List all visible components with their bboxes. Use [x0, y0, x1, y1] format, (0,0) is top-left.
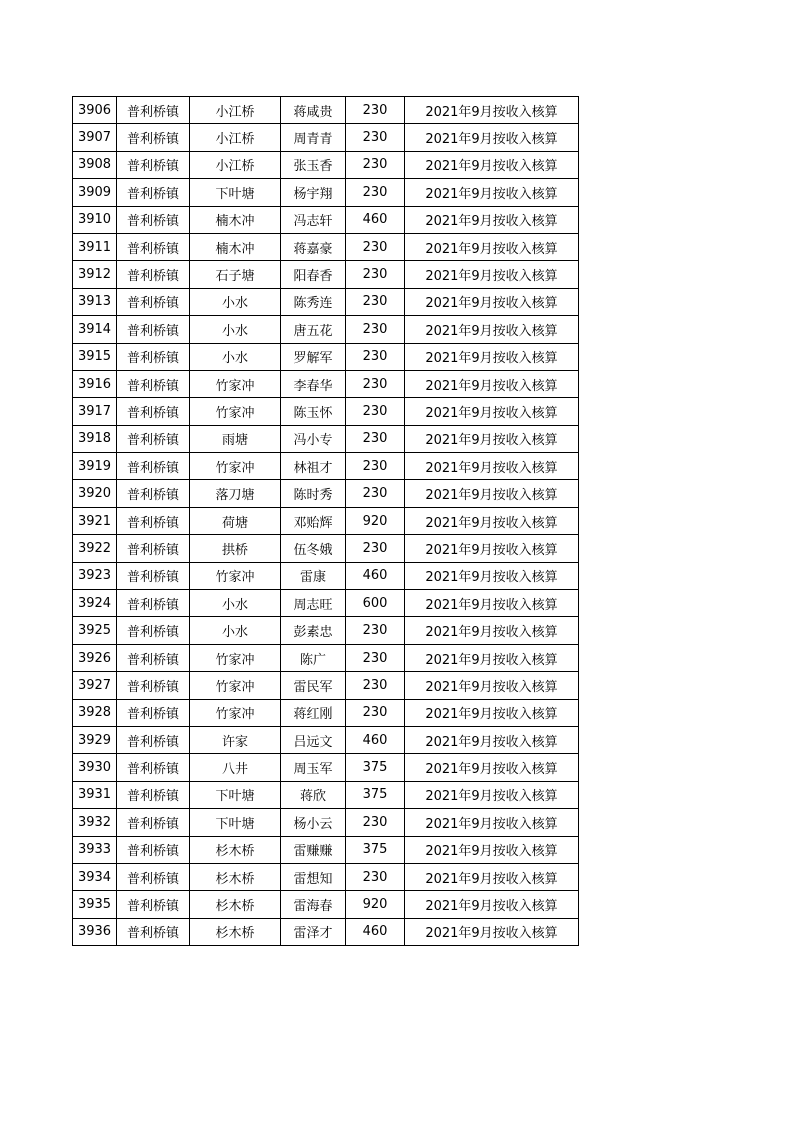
note-cell: 2021年9月按收入核算 — [405, 918, 579, 945]
village-cell: 竹家冲 — [190, 370, 281, 397]
table-row — [73, 754, 579, 781]
table-row — [73, 644, 579, 671]
amount-cell: 920 — [346, 507, 405, 534]
amount-cell: 230 — [346, 672, 405, 699]
note-cell: 2021年9月按收入核算 — [405, 124, 579, 151]
town-cell: 普利桥镇 — [117, 754, 190, 781]
note-cell: 2021年9月按收入核算 — [405, 453, 579, 480]
amount-cell: 920 — [346, 891, 405, 918]
village-cell: 楠木冲 — [190, 233, 281, 260]
village-cell: 竹家冲 — [190, 699, 281, 726]
table-row — [73, 206, 579, 233]
person-name-cell: 周青青 — [281, 124, 346, 151]
town-cell: 普利桥镇 — [117, 781, 190, 808]
note-cell: 2021年9月按收入核算 — [405, 726, 579, 753]
person-name-cell: 冯志轩 — [281, 206, 346, 233]
table-row — [73, 918, 579, 945]
record-id-cell: 3908 — [73, 151, 117, 178]
note-cell: 2021年9月按收入核算 — [405, 97, 579, 124]
amount-cell: 230 — [346, 261, 405, 288]
town-cell: 普利桥镇 — [117, 672, 190, 699]
table-row — [73, 836, 579, 863]
village-cell: 竹家冲 — [190, 672, 281, 699]
person-name-cell: 唐五花 — [281, 316, 346, 343]
amount-cell: 460 — [346, 918, 405, 945]
person-name-cell: 杨小云 — [281, 809, 346, 836]
roster-table — [72, 96, 579, 946]
note-cell: 2021年9月按收入核算 — [405, 781, 579, 808]
table-row — [73, 507, 579, 534]
note-cell: 2021年9月按收入核算 — [405, 891, 579, 918]
record-id-cell: 3932 — [73, 809, 117, 836]
town-cell: 普利桥镇 — [117, 233, 190, 260]
note-cell: 2021年9月按收入核算 — [405, 836, 579, 863]
town-cell: 普利桥镇 — [117, 699, 190, 726]
table-row — [73, 590, 579, 617]
table-row — [73, 288, 579, 315]
note-cell: 2021年9月按收入核算 — [405, 617, 579, 644]
note-cell: 2021年9月按收入核算 — [405, 535, 579, 562]
town-cell: 普利桥镇 — [117, 480, 190, 507]
record-id-cell: 3906 — [73, 97, 117, 124]
record-id-cell: 3918 — [73, 425, 117, 452]
village-cell: 小江桥 — [190, 151, 281, 178]
person-name-cell: 李春华 — [281, 370, 346, 397]
note-cell: 2021年9月按收入核算 — [405, 699, 579, 726]
person-name-cell: 雷康 — [281, 562, 346, 589]
person-name-cell: 雷想知 — [281, 863, 346, 890]
record-id-cell: 3934 — [73, 863, 117, 890]
person-name-cell: 蒋欣 — [281, 781, 346, 808]
table-row — [73, 480, 579, 507]
note-cell: 2021年9月按收入核算 — [405, 672, 579, 699]
town-cell: 普利桥镇 — [117, 918, 190, 945]
amount-cell: 460 — [346, 206, 405, 233]
person-name-cell: 陈秀连 — [281, 288, 346, 315]
table-row — [73, 124, 579, 151]
village-cell: 八井 — [190, 754, 281, 781]
note-cell: 2021年9月按收入核算 — [405, 206, 579, 233]
person-name-cell: 雷海春 — [281, 891, 346, 918]
village-cell: 杉木桥 — [190, 918, 281, 945]
town-cell: 普利桥镇 — [117, 288, 190, 315]
note-cell: 2021年9月按收入核算 — [405, 151, 579, 178]
village-cell: 杉木桥 — [190, 891, 281, 918]
amount-cell: 230 — [346, 97, 405, 124]
table-row — [73, 863, 579, 890]
person-name-cell: 周玉军 — [281, 754, 346, 781]
table-row — [73, 97, 579, 124]
amount-cell: 230 — [346, 863, 405, 890]
person-name-cell: 雷泽才 — [281, 918, 346, 945]
table-row — [73, 398, 579, 425]
village-cell: 荷塘 — [190, 507, 281, 534]
town-cell: 普利桥镇 — [117, 726, 190, 753]
amount-cell: 230 — [346, 288, 405, 315]
record-id-cell: 3935 — [73, 891, 117, 918]
record-id-cell: 3913 — [73, 288, 117, 315]
village-cell: 落刀塘 — [190, 480, 281, 507]
village-cell: 石子塘 — [190, 261, 281, 288]
town-cell: 普利桥镇 — [117, 425, 190, 452]
table-row — [73, 425, 579, 452]
note-cell: 2021年9月按收入核算 — [405, 288, 579, 315]
record-id-cell: 3922 — [73, 535, 117, 562]
village-cell: 小水 — [190, 617, 281, 644]
town-cell: 普利桥镇 — [117, 179, 190, 206]
amount-cell: 230 — [346, 699, 405, 726]
record-id-cell: 3921 — [73, 507, 117, 534]
village-cell: 许家 — [190, 726, 281, 753]
village-cell: 小水 — [190, 343, 281, 370]
note-cell: 2021年9月按收入核算 — [405, 425, 579, 452]
village-cell: 拱桥 — [190, 535, 281, 562]
person-name-cell: 雷民军 — [281, 672, 346, 699]
village-cell: 竹家冲 — [190, 562, 281, 589]
village-cell: 小水 — [190, 288, 281, 315]
amount-cell: 230 — [346, 233, 405, 260]
amount-cell: 230 — [346, 370, 405, 397]
roster-table-body — [73, 97, 579, 946]
note-cell: 2021年9月按收入核算 — [405, 562, 579, 589]
town-cell: 普利桥镇 — [117, 590, 190, 617]
amount-cell: 230 — [346, 480, 405, 507]
record-id-cell: 3933 — [73, 836, 117, 863]
amount-cell: 230 — [346, 617, 405, 644]
village-cell: 竹家冲 — [190, 398, 281, 425]
table-row — [73, 617, 579, 644]
person-name-cell: 冯小专 — [281, 425, 346, 452]
note-cell: 2021年9月按收入核算 — [405, 644, 579, 671]
village-cell: 雨塘 — [190, 425, 281, 452]
note-cell: 2021年9月按收入核算 — [405, 343, 579, 370]
amount-cell: 375 — [346, 836, 405, 863]
person-name-cell: 张玉香 — [281, 151, 346, 178]
person-name-cell: 蒋咸贵 — [281, 97, 346, 124]
person-name-cell: 陈广 — [281, 644, 346, 671]
amount-cell: 230 — [346, 151, 405, 178]
amount-cell: 230 — [346, 124, 405, 151]
amount-cell: 230 — [346, 398, 405, 425]
note-cell: 2021年9月按收入核算 — [405, 316, 579, 343]
table-row — [73, 370, 579, 397]
note-cell: 2021年9月按收入核算 — [405, 398, 579, 425]
record-id-cell: 3916 — [73, 370, 117, 397]
table-row — [73, 891, 579, 918]
record-id-cell: 3915 — [73, 343, 117, 370]
town-cell: 普利桥镇 — [117, 316, 190, 343]
table-row — [73, 726, 579, 753]
village-cell: 杉木桥 — [190, 836, 281, 863]
town-cell: 普利桥镇 — [117, 836, 190, 863]
note-cell: 2021年9月按收入核算 — [405, 754, 579, 781]
note-cell: 2021年9月按收入核算 — [405, 480, 579, 507]
town-cell: 普利桥镇 — [117, 261, 190, 288]
record-id-cell: 3923 — [73, 562, 117, 589]
record-id-cell: 3912 — [73, 261, 117, 288]
town-cell: 普利桥镇 — [117, 206, 190, 233]
town-cell: 普利桥镇 — [117, 617, 190, 644]
table-row — [73, 562, 579, 589]
town-cell: 普利桥镇 — [117, 97, 190, 124]
person-name-cell: 邓贻辉 — [281, 507, 346, 534]
record-id-cell: 3930 — [73, 754, 117, 781]
town-cell: 普利桥镇 — [117, 891, 190, 918]
record-id-cell: 3920 — [73, 480, 117, 507]
table-row — [73, 179, 579, 206]
person-name-cell: 蒋嘉豪 — [281, 233, 346, 260]
amount-cell: 230 — [346, 343, 405, 370]
town-cell: 普利桥镇 — [117, 863, 190, 890]
amount-cell: 230 — [346, 453, 405, 480]
amount-cell: 460 — [346, 562, 405, 589]
record-id-cell: 3924 — [73, 590, 117, 617]
table-row — [73, 261, 579, 288]
table-row — [73, 151, 579, 178]
note-cell: 2021年9月按收入核算 — [405, 507, 579, 534]
village-cell: 小江桥 — [190, 124, 281, 151]
record-id-cell: 3925 — [73, 617, 117, 644]
person-name-cell: 林祖才 — [281, 453, 346, 480]
record-id-cell: 3928 — [73, 699, 117, 726]
person-name-cell: 罗解军 — [281, 343, 346, 370]
note-cell: 2021年9月按收入核算 — [405, 809, 579, 836]
record-id-cell: 3907 — [73, 124, 117, 151]
note-cell: 2021年9月按收入核算 — [405, 370, 579, 397]
table-row — [73, 781, 579, 808]
town-cell: 普利桥镇 — [117, 562, 190, 589]
amount-cell: 230 — [346, 425, 405, 452]
village-cell: 小水 — [190, 590, 281, 617]
note-cell: 2021年9月按收入核算 — [405, 863, 579, 890]
record-id-cell: 3909 — [73, 179, 117, 206]
note-cell: 2021年9月按收入核算 — [405, 179, 579, 206]
record-id-cell: 3910 — [73, 206, 117, 233]
person-name-cell: 蒋红刚 — [281, 699, 346, 726]
note-cell: 2021年9月按收入核算 — [405, 233, 579, 260]
record-id-cell: 3936 — [73, 918, 117, 945]
amount-cell: 375 — [346, 754, 405, 781]
village-cell: 楠木冲 — [190, 206, 281, 233]
table-row — [73, 535, 579, 562]
town-cell: 普利桥镇 — [117, 453, 190, 480]
record-id-cell: 3919 — [73, 453, 117, 480]
table-row — [73, 233, 579, 260]
person-name-cell: 雷赚赚 — [281, 836, 346, 863]
table-row — [73, 343, 579, 370]
record-id-cell: 3929 — [73, 726, 117, 753]
person-name-cell: 杨宇翔 — [281, 179, 346, 206]
table-row — [73, 316, 579, 343]
town-cell: 普利桥镇 — [117, 507, 190, 534]
person-name-cell: 陈时秀 — [281, 480, 346, 507]
town-cell: 普利桥镇 — [117, 151, 190, 178]
village-cell: 小水 — [190, 316, 281, 343]
village-cell: 杉木桥 — [190, 863, 281, 890]
amount-cell: 230 — [346, 535, 405, 562]
town-cell: 普利桥镇 — [117, 809, 190, 836]
record-id-cell: 3926 — [73, 644, 117, 671]
town-cell: 普利桥镇 — [117, 370, 190, 397]
amount-cell: 375 — [346, 781, 405, 808]
amount-cell: 230 — [346, 316, 405, 343]
person-name-cell: 陈玉怀 — [281, 398, 346, 425]
person-name-cell: 吕远文 — [281, 726, 346, 753]
village-cell: 下叶塘 — [190, 809, 281, 836]
person-name-cell: 周志旺 — [281, 590, 346, 617]
town-cell: 普利桥镇 — [117, 535, 190, 562]
record-id-cell: 3911 — [73, 233, 117, 260]
village-cell: 下叶塘 — [190, 179, 281, 206]
town-cell: 普利桥镇 — [117, 343, 190, 370]
table-row — [73, 809, 579, 836]
record-id-cell: 3931 — [73, 781, 117, 808]
town-cell: 普利桥镇 — [117, 398, 190, 425]
table-row — [73, 672, 579, 699]
town-cell: 普利桥镇 — [117, 644, 190, 671]
table-row — [73, 453, 579, 480]
town-cell: 普利桥镇 — [117, 124, 190, 151]
amount-cell: 600 — [346, 590, 405, 617]
note-cell: 2021年9月按收入核算 — [405, 590, 579, 617]
table-row — [73, 699, 579, 726]
village-cell: 下叶塘 — [190, 781, 281, 808]
village-cell: 小江桥 — [190, 97, 281, 124]
person-name-cell: 阳春香 — [281, 261, 346, 288]
village-cell: 竹家冲 — [190, 453, 281, 480]
amount-cell: 460 — [346, 726, 405, 753]
amount-cell: 230 — [346, 179, 405, 206]
record-id-cell: 3927 — [73, 672, 117, 699]
note-cell: 2021年9月按收入核算 — [405, 261, 579, 288]
amount-cell: 230 — [346, 644, 405, 671]
person-name-cell: 伍冬娥 — [281, 535, 346, 562]
person-name-cell: 彭素忠 — [281, 617, 346, 644]
record-id-cell: 3914 — [73, 316, 117, 343]
record-id-cell: 3917 — [73, 398, 117, 425]
village-cell: 竹家冲 — [190, 644, 281, 671]
amount-cell: 230 — [346, 809, 405, 836]
